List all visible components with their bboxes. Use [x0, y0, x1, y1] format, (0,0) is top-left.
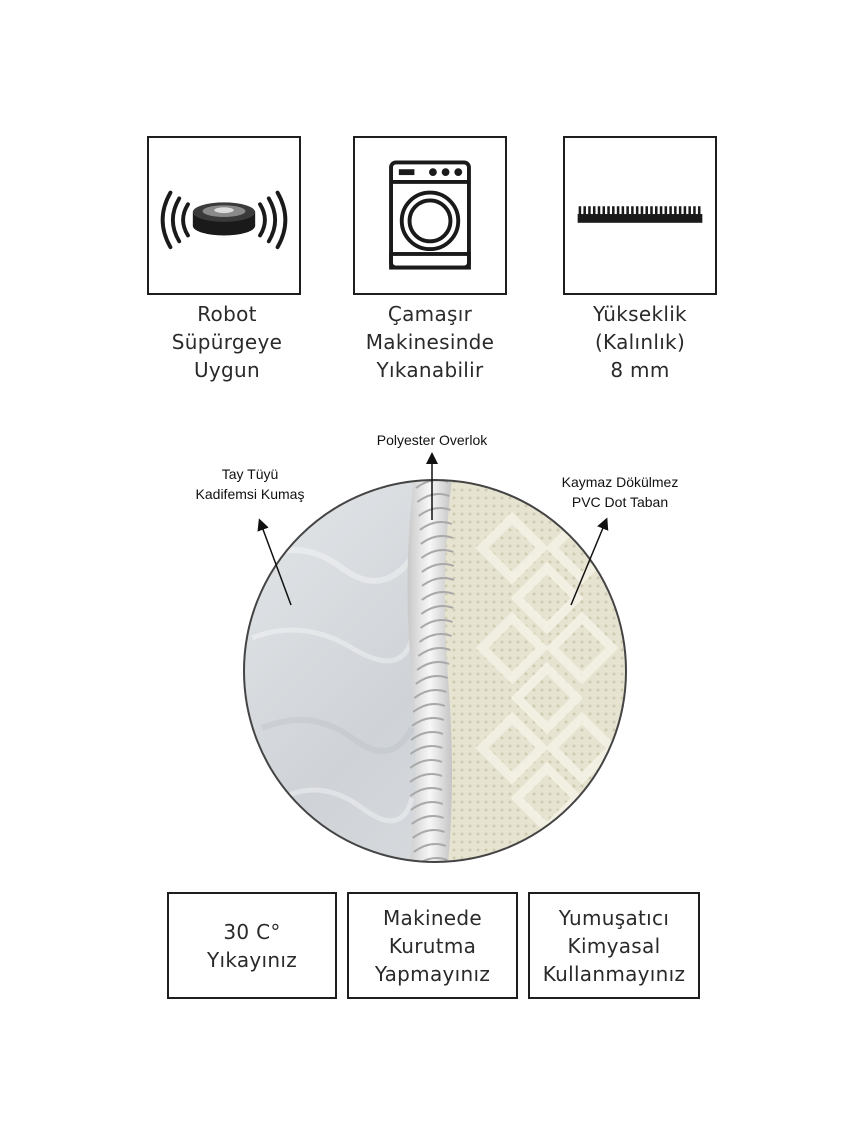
caption-line: Çamaşır — [387, 302, 473, 326]
caption-line: Makinesinde — [365, 330, 495, 354]
overlock-label: Polyester Overlok — [376, 432, 488, 448]
care-line: Kimyasal — [567, 933, 661, 958]
caption-line: Süpürgeye — [171, 330, 283, 354]
base-arrow — [571, 523, 605, 605]
care-line: Kurutma — [388, 933, 477, 958]
caption-line: 8 mm — [610, 358, 670, 382]
care-line: Kullanmayınız — [542, 961, 686, 986]
base-label — [530, 472, 710, 512]
caption-line: Uygun — [193, 358, 261, 382]
caption-line: Robot — [197, 302, 257, 326]
care-line: 30 C° — [223, 919, 281, 944]
caption-line: Yıkanabilir — [376, 358, 484, 382]
care-wash-temp-box — [167, 892, 337, 999]
caption-line: Yükseklik — [593, 302, 687, 326]
care-no-softener-box — [528, 892, 700, 999]
callout-line: Tay Tüyü — [221, 466, 279, 482]
care-line: Yıkayınız — [206, 947, 298, 972]
care-line: Yumuşatıcı — [558, 905, 670, 930]
care-no-dryer-box — [347, 892, 518, 999]
fabric-label — [160, 464, 340, 504]
care-line: Makinede — [382, 905, 483, 930]
callout-line: Kadifemsi Kumaş — [195, 486, 305, 502]
callout-line: PVC Dot Taban — [571, 494, 669, 510]
fabric-arrow — [261, 524, 291, 605]
caption-line: (Kalınlık) — [594, 330, 686, 354]
callout-line: Kaymaz Dökülmez — [561, 474, 679, 490]
care-line: Yapmayınız — [374, 961, 491, 986]
